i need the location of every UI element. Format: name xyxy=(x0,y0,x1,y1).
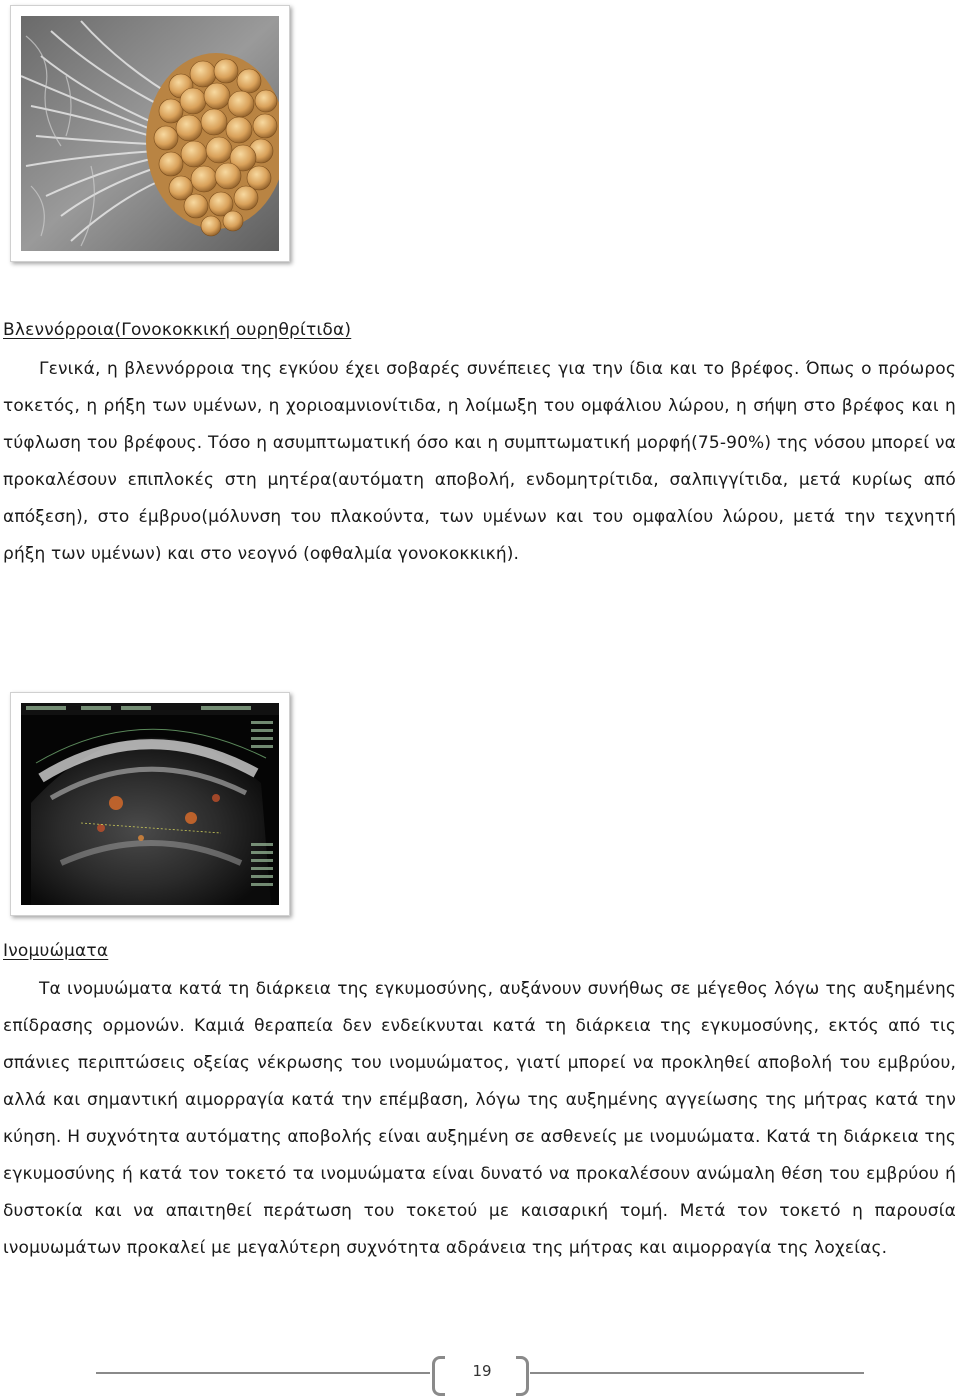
micrograph-image xyxy=(21,16,279,251)
section-paragraph-gonorrhea: Γενικά, η βλεννόρροια της εγκύου έχει σοβαρές συνέπειες για την ίδια και το βρέφος. Όπως ο πρόωρος τοκετός, η ρήξη των υμένων, η χοριοαμνιονίτιδα, η λοίμωξη του ομφάλιου λώρου, η σήψη στο βρέφος και η τύφλωση του βρέφους. Τόσο η ασυμπτωματική όσο και η συμπτωματική μορφή(75-90%) της νόσου μπορεί να προκαλέσουν επιπλοκές στη μητέρα(αυτόματη αποβολή, ενδομητρίτιδα, σαλπιγγίτιδα, μετά κυρίως από απόξεση), στο έμβρυο(μόλυνση του πλακούντα, των υμένων και του ομφαλίου λώρου, μετά την τεχνητή ρήξη των υμένων) και στο νεογνό (οφθαλμία γονοκοκκική). xyxy=(3,359,956,564)
micrograph-figure xyxy=(10,5,290,262)
footer-rule-right xyxy=(530,1372,864,1374)
section-heading-fibroids: Ινομυώματα xyxy=(3,941,109,961)
ultrasound-image xyxy=(21,703,279,905)
section-paragraph-fibroids: Τα ινομυώματα κατά τη διάρκεια της εγκυμοσύνης, αυξάνουν συνήθως σε μέγεθος λόγω της αυξημένης επίδρασης ορμονών. Καμιά θεραπεία δεν ενδείκνυται κατά τη διάρκεια της εγκυμοσύνης, εκτός από τις σπάνιες περιπτώσεις οξείας νέκρωσης του ινομυώματος, γιατί μπορεί να προκληθεί αποβολή του εμβρύου, αλλά και σημαντική αιμορραγία κατά την επέμβαση, λόγω της αυξημένης αγγείωσης της μήτρας κατά την κύηση. Η συχνότητα αυτόματης αποβολής είναι αυξημένη σε ασθενείς με ινομυώματα. Κατά τη διάρκεια της εγκυμοσύνης ή κατά τον τοκετό τα ινομυώματα είναι δυνατό να προκαλέσουν ανώμαλη θέση του εμβρύου ή δυστοκία και να απαιτηθεί περάτωση του τοκετού με καισαρική τομή. Μετά τον τοκετό η παρουσία ινομυωμάτων προκαλεί με μεγαλύτερη συχνότητα αδράνεια της μήτρας και αιμορραγία της λοχείας. xyxy=(3,979,956,1258)
page-number: 19 xyxy=(472,1362,492,1380)
ultrasound-figure xyxy=(10,692,290,916)
section-heading-gonorrhea: Βλεννόρροια(Γονοκοκκική ουρηθρίτιδα) xyxy=(3,320,352,340)
page-footer xyxy=(0,1352,960,1396)
right-brace-icon xyxy=(516,1356,529,1396)
left-brace-icon xyxy=(432,1356,445,1396)
footer-rule-left xyxy=(96,1372,430,1374)
